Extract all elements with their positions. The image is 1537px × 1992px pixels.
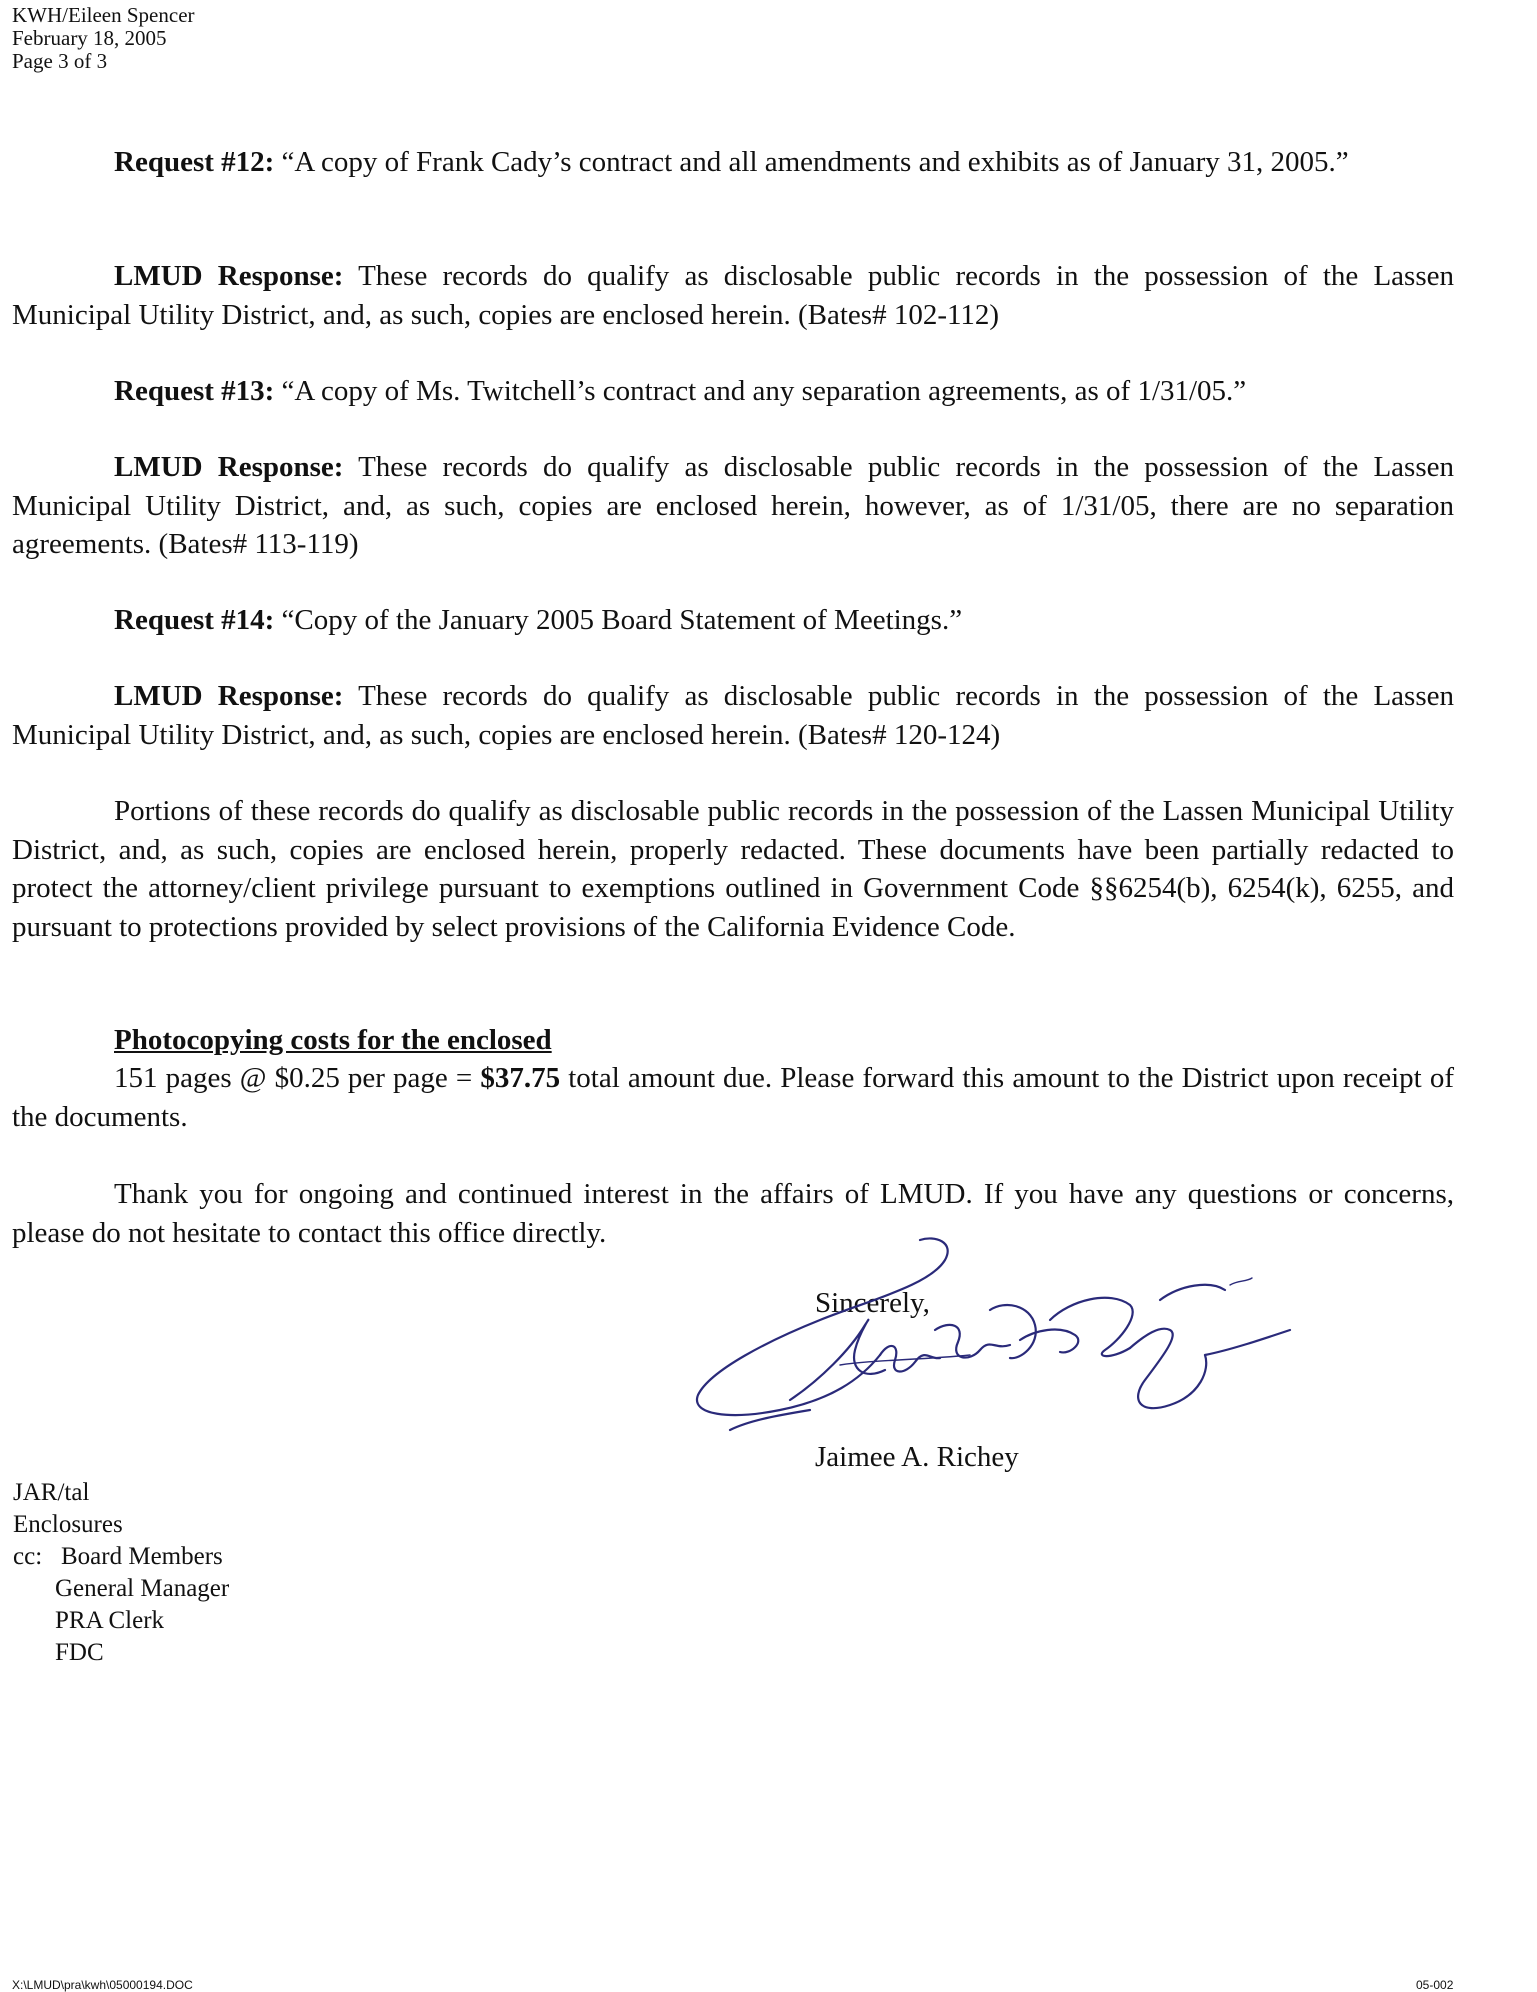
request-14-label: Request #14: (114, 604, 275, 636)
photocopy-text-before: 151 pages @ $0.25 per page = (114, 1062, 481, 1094)
cc-line (13, 1541, 229, 1573)
signature-image (690, 1230, 1300, 1470)
letter-header (12, 4, 195, 73)
file-path: X:\LMUD\pra\kwh\05000194.DOC (12, 1978, 193, 1992)
photocopy-heading: Photocopying costs for the enclosed (114, 1024, 552, 1056)
cc-item-pra-clerk: PRA Clerk (55, 1607, 165, 1634)
request-13-paragraph (12, 372, 1454, 411)
photocopy-paragraph (12, 1059, 1454, 1136)
request-14-text: “Copy of the January 2005 Board Statement of Meetings.” (274, 604, 963, 636)
header-page-number: Page 3 of 3 (12, 49, 108, 73)
form-code: 05-002 (1416, 1978, 1454, 1992)
header-date: February 18, 2005 (12, 26, 167, 50)
request-13-label: Request #13: (114, 375, 275, 407)
request-12-paragraph (12, 143, 1454, 182)
cc-item-fdc: FDC (55, 1639, 104, 1666)
response-14-text: These records do qualify as disclosable public records in the possession of the Lassen Municipal Utility District, and, as such, copies are enclosed herein. (Bates# 120-124) (12, 680, 1454, 751)
request-12-text: “A copy of Frank Cady’s contract and all amendments and exhibits as of January 31, 2005.” (274, 146, 1349, 178)
photocopy-amount: $37.75 (480, 1062, 561, 1094)
response-12-paragraph (12, 257, 1454, 334)
response-13-text: These records do qualify as disclosable public records in the possession of the Lassen Municipal Utility District, and, as such, copies are enclosed herein, however, as of 1/31/05, there are no separation agreements. (Bates# 113-119) (12, 451, 1454, 560)
response-14-label: LMUD Response: (114, 680, 344, 712)
response-14-paragraph (12, 677, 1454, 754)
response-12-text: These records do qualify as disclosable public records in the possession of the Lassen Municipal Utility District, and, as such, copies are enclosed herein. (Bates# 102-112) (12, 260, 1454, 331)
signer-name: Jaimee A. Richey (815, 1441, 1019, 1473)
cc-label: cc: (13, 1543, 43, 1570)
request-13-text: “A copy of Ms. Twitchell’s contract and any separation agreements, as of 1/31/05.” (274, 375, 1247, 407)
request-12-label: Request #12: (114, 146, 275, 178)
response-12-label: LMUD Response: (114, 260, 344, 292)
footer-block (13, 1477, 229, 1669)
request-14-paragraph (12, 601, 1454, 640)
redaction-paragraph (12, 792, 1454, 946)
sincerely-line: Sincerely, (815, 1287, 930, 1319)
reference-initials: JAR/tal (13, 1479, 90, 1506)
cc-item-board-members: Board Members (61, 1543, 223, 1570)
closing-text: Thank you for ongoing and continued interest in the affairs of LMUD. If you have any questions or concerns, please do not hesitate to contact this office directly. (12, 1178, 1454, 1249)
cc-item-general-manager: General Manager (55, 1575, 230, 1602)
photocopy-text-after: total amount due. Please forward this amount to the District upon receipt of the documents. (12, 1062, 1454, 1133)
header-recipient: KWH/Eileen Spencer (12, 3, 195, 27)
response-13-label: LMUD Response: (114, 451, 344, 483)
redaction-text: Portions of these records do qualify as disclosable public records in the possession of the Lassen Municipal Utility District, and, as such, copies are enclosed herein, properly redacted. These documents have been partially redacted to protect the attorney/client privilege pursuant to exemptions outlined in Government Code §§6254(b), 6254(k), 6255, and pursuant to protections provided by select provisions of the California Evidence Code. (12, 795, 1454, 943)
enclosures-line: Enclosures (13, 1511, 123, 1538)
response-13-paragraph (12, 448, 1454, 564)
